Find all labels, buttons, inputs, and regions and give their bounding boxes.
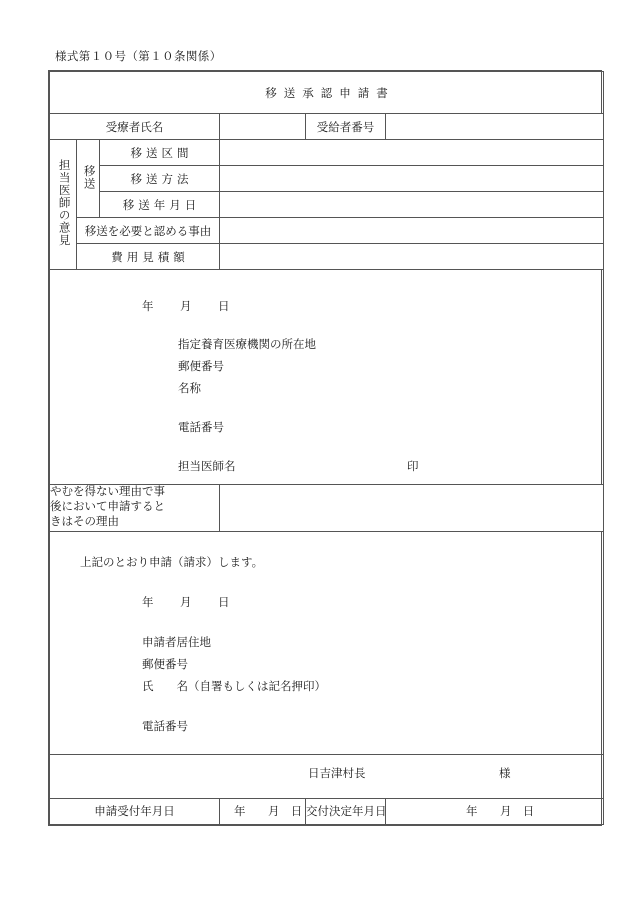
doctor-opinion-label: 担当医師の意見 (50, 140, 77, 270)
applicant-phone-label: 電話番号 (142, 720, 188, 733)
late-reason-label-line3: きはその理由 (50, 516, 119, 529)
cost-estimate-row (50, 244, 604, 270)
transport-date-input[interactable] (220, 192, 604, 218)
applicant-date-year: 年 (142, 596, 154, 609)
institution-block (50, 270, 603, 484)
institution-postal-label: 郵便番号 (178, 361, 224, 373)
late-reason-row (50, 485, 604, 532)
addressee-honorific: 様 (499, 767, 511, 780)
footer-row (50, 798, 604, 824)
cost-estimate-input[interactable] (220, 244, 604, 270)
transport-segment-input[interactable] (220, 140, 604, 166)
decision-date-month: 月 (500, 806, 512, 819)
decision-date-label: 交付決定年月日 (306, 798, 386, 824)
transport-date-row (50, 192, 604, 218)
transport-reason-input[interactable] (220, 218, 604, 244)
receipt-date-label: 申請受付年月日 (50, 798, 220, 824)
institution-name-label: 名称 (178, 383, 201, 395)
patient-row (50, 114, 604, 140)
patient-name-label: 受療者氏名 (50, 114, 220, 140)
receipt-date-day: 日 (290, 806, 303, 819)
applicant-name-label: 氏 名（自署もしくは記名押印） (142, 680, 326, 693)
decision-date-year: 年 (466, 806, 478, 819)
doctor-name-label: 担当医師名 (178, 461, 236, 473)
institution-date-month: 月 (180, 301, 192, 313)
seal-label: 印 (407, 461, 419, 473)
patient-name-input[interactable] (220, 114, 306, 140)
late-reason-label-line2: 後において申請すると (50, 501, 165, 514)
form-frame (48, 70, 602, 826)
transport-group-label: 移送 (77, 140, 100, 218)
application-statement: 上記のとおり申請（請求）します。 (80, 556, 264, 569)
addressee-name: 日吉津村長 (308, 767, 366, 780)
institution-row (50, 270, 604, 485)
transport-method-label: 移送方法 (100, 166, 220, 192)
late-reason-input[interactable] (220, 485, 604, 532)
transport-reason-label: 移送を必要と認める事由 (77, 218, 220, 244)
institution-date-line[interactable] (142, 298, 230, 314)
addressee-cell (50, 754, 604, 798)
receipt-date-input[interactable] (220, 798, 306, 824)
transport-section-row (50, 140, 604, 166)
applicant-date-line[interactable] (142, 594, 230, 610)
applicant-residence-label: 申請者居住地 (142, 636, 211, 649)
transport-date-label: 移送年月日 (100, 192, 220, 218)
applicant-date-day: 日 (218, 596, 230, 609)
addressee-row (50, 754, 604, 798)
form-number: 様式第１０号（第１０条関係） (55, 51, 222, 63)
recipient-number-input[interactable] (386, 114, 604, 140)
transport-segment-label: 移送区間 (100, 140, 220, 166)
institution-date-year: 年 (142, 301, 154, 313)
transport-method-input[interactable] (220, 166, 604, 192)
institution-phone-label: 電話番号 (178, 422, 224, 434)
receipt-date-month: 月 (268, 806, 280, 819)
institution-block-cell (50, 270, 604, 485)
late-reason-label (50, 485, 220, 532)
late-reason-label-line1: やむを得ない理由で事 (50, 486, 165, 498)
transport-method-row (50, 166, 604, 192)
page-title: 移送承認申請書 (50, 72, 604, 114)
receipt-date-year: 年 (234, 806, 246, 819)
transport-reason-row (50, 218, 604, 244)
title-row (50, 72, 604, 114)
institution-address-label: 指定養育医療機関の所在地 (178, 339, 316, 351)
applicant-postal-label: 郵便番号 (142, 658, 188, 671)
institution-date-day: 日 (218, 301, 230, 313)
applicant-block-cell (50, 531, 604, 754)
decision-date-day: 日 (522, 806, 535, 819)
applicant-date-month: 月 (180, 596, 192, 609)
applicant-block (50, 532, 603, 754)
cost-estimate-label: 費用見積額 (77, 244, 220, 270)
recipient-number-label: 受給者番号 (306, 114, 386, 140)
form-table (49, 71, 604, 825)
applicant-row (50, 531, 604, 754)
decision-date-input[interactable] (386, 798, 604, 824)
